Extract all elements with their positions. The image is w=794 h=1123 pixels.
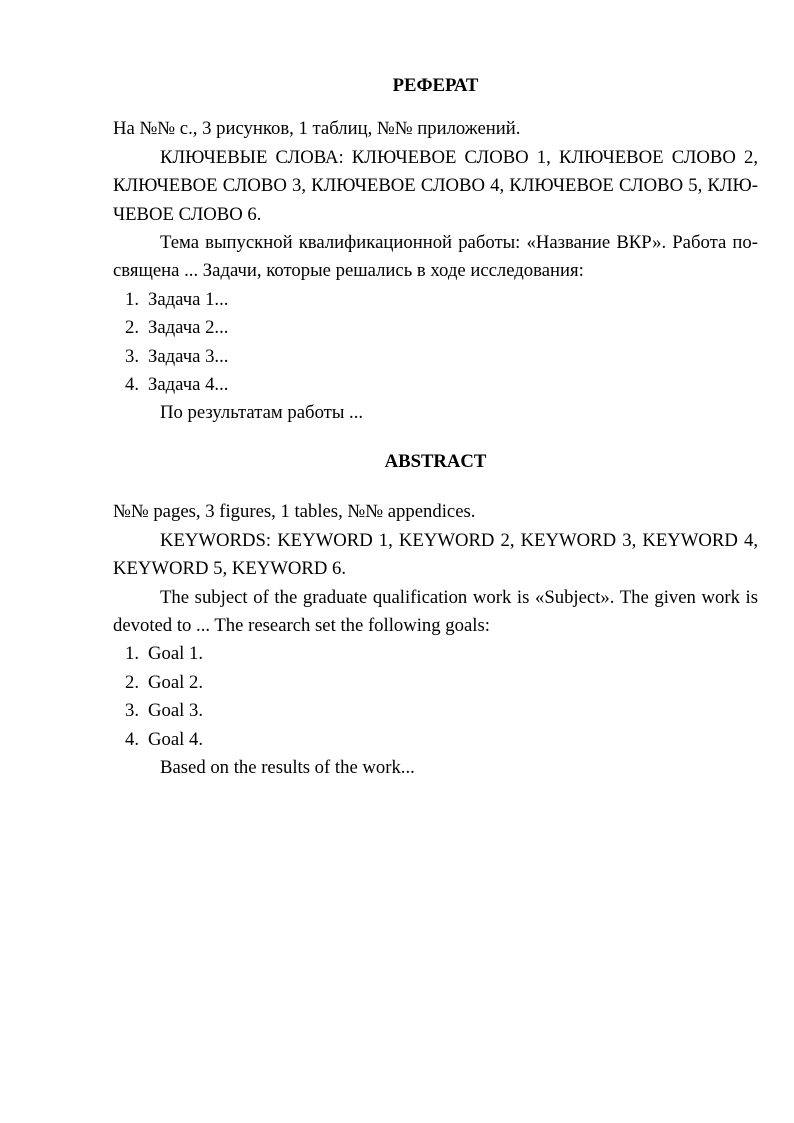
list-item-text: Goal 3. <box>148 700 204 722</box>
abstract-closing-paragraph: Based on the results of the work... <box>160 756 415 778</box>
list-item-text: Goal 1. <box>148 643 204 665</box>
list-item <box>113 640 758 668</box>
list-item-text: Задача 3... <box>148 345 229 367</box>
list-item <box>113 314 758 342</box>
referat-closing-paragraph: По результатам работы ... <box>160 402 364 424</box>
list-item-number: 4. <box>125 374 140 396</box>
list-item-text: Задача 1... <box>148 288 229 310</box>
list-item-text: Goal 4. <box>148 728 204 750</box>
section-referat <box>113 72 758 428</box>
list-item <box>113 286 758 314</box>
referat-task-list <box>113 286 758 400</box>
list-item <box>113 371 758 399</box>
list-item <box>113 343 758 371</box>
list-item-number: 3. <box>125 345 140 367</box>
list-item-number: 4. <box>125 728 140 750</box>
list-item-number: 1. <box>125 288 140 310</box>
list-item-number: 2. <box>125 671 140 693</box>
list-item-text: Goal 2. <box>148 671 204 693</box>
list-item-number: 1. <box>125 643 140 665</box>
abstract-keywords-paragraph: KEYWORDS: KEYWORD 1, KEYWORD 2, KEYWORD 3, KEYWORD 4, KEYWORD 5, KEYWORD 6. <box>113 529 758 580</box>
list-item <box>113 669 758 697</box>
section-abstract <box>113 448 758 782</box>
list-item-number: 2. <box>125 317 140 339</box>
list-item-number: 3. <box>125 700 140 722</box>
abstract-heading: ABSTRACT <box>384 450 487 472</box>
referat-intro-paragraph: На №№ с., 3 рисунков, 1 таблиц, №№ приложений. <box>113 118 521 140</box>
referat-keywords-paragraph: КЛЮЧЕВЫЕ СЛОВА: КЛЮЧЕВОЕ СЛОВО 1, КЛЮЧЕВОЕ СЛОВО 2, КЛЮЧЕВОЕ СЛОВО 3, КЛЮЧЕВОЕ СЛОВО 4, КЛЮЧЕВОЕ СЛОВО 5, КЛЮЧЕВОЕ СЛОВО 6. <box>113 146 758 225</box>
referat-heading: РЕФЕРАТ <box>392 75 479 96</box>
list-item <box>113 726 758 754</box>
abstract-intro-paragraph: №№ pages, 3 figures, 1 tables, №№ appendices. <box>113 501 476 523</box>
list-item-text: Задача 4... <box>148 374 229 396</box>
abstract-goal-list <box>113 640 758 754</box>
list-item <box>113 697 758 725</box>
referat-subject-paragraph: Тема выпускной квалификационной работы: «Название ВКР». Работа посвящена ... Задачи, которые решались в ходе исследования: <box>113 232 758 282</box>
list-item-text: Задача 2... <box>148 317 229 339</box>
abstract-subject-paragraph: The subject of the graduate qualification work is «Subject». The given work is devoted to ... The research set the following goals: <box>113 586 758 636</box>
